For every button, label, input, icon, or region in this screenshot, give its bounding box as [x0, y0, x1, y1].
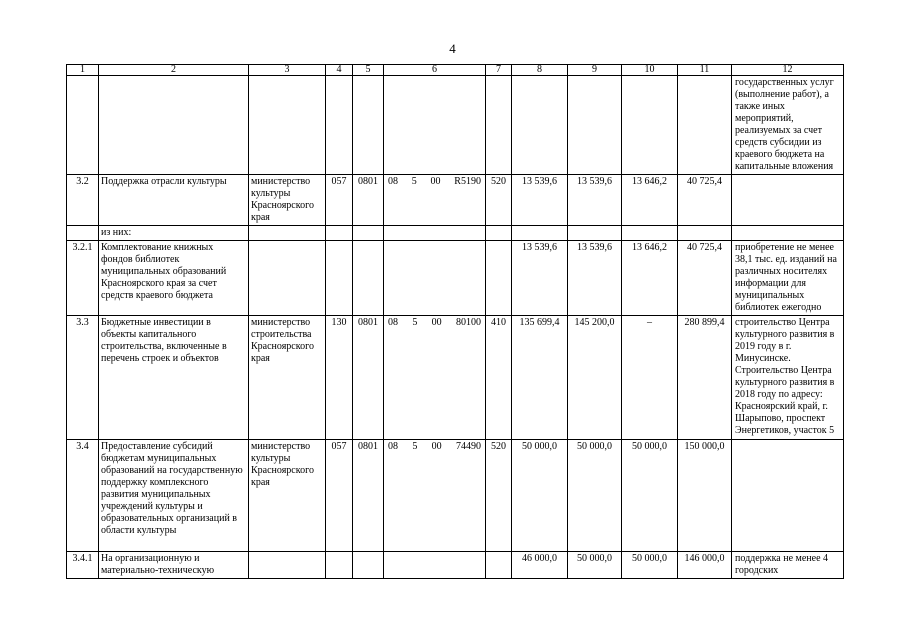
grbs-code-cell	[326, 241, 353, 316]
amount-year3-cell: –	[622, 316, 678, 440]
amount-year1-cell	[512, 226, 568, 241]
amount-year3-cell: 50 000,0	[622, 552, 678, 579]
expected-result-cell	[732, 175, 844, 226]
amount-year2-cell	[568, 76, 622, 175]
expected-result-cell: государственных услуг (выполнение работ), а также иных мероприятий, реализуемых за счет средств субсидии из краевого бюджета на капитальные вложения	[732, 76, 844, 175]
grbs-code-cell	[326, 226, 353, 241]
col-header: 4	[326, 65, 353, 76]
grbs-code-cell: 057	[326, 440, 353, 552]
amount-year2-cell: 145 200,0	[568, 316, 622, 440]
amount-total-cell	[678, 226, 732, 241]
col-header: 2	[99, 65, 249, 76]
col-header: 7	[486, 65, 512, 76]
target-article-part: 08	[388, 317, 398, 328]
grbs-code-cell	[326, 552, 353, 579]
target-article-cell	[384, 241, 486, 316]
amount-total-cell: 40 725,4	[678, 175, 732, 226]
table-row	[67, 76, 844, 175]
amount-total-cell	[678, 76, 732, 175]
section-code-cell	[353, 226, 384, 241]
expense-type-cell	[486, 76, 512, 175]
col-header: 3	[249, 65, 326, 76]
target-article-code	[386, 176, 483, 188]
target-article-part: 00	[430, 176, 441, 187]
amount-year1-cell: 13 539,6	[512, 175, 568, 226]
target-article-part: 08	[388, 176, 398, 187]
section-code-cell	[353, 76, 384, 175]
amount-year2-cell: 50 000,0	[568, 440, 622, 552]
amount-year2-cell: 13 539,6	[568, 241, 622, 316]
amount-year1-cell: 46 000,0	[512, 552, 568, 579]
col-header: 6	[384, 65, 486, 76]
amount-year2-cell: 50 000,0	[568, 552, 622, 579]
description-cell: из них:	[99, 226, 249, 241]
amount-total-cell: 146 000,0	[678, 552, 732, 579]
item-number-cell: 3.2	[67, 175, 99, 226]
target-article-cell	[384, 76, 486, 175]
item-number-cell: 3.4.1	[67, 552, 99, 579]
target-article-cell	[384, 175, 486, 226]
target-article-cell	[384, 226, 486, 241]
target-article-part: 5	[412, 441, 418, 452]
col-header: 11	[678, 65, 732, 76]
item-number-cell	[67, 226, 99, 241]
ministry-cell: министерство строительства Красноярского края	[249, 316, 326, 440]
col-header: 1	[67, 65, 99, 76]
expense-type-cell	[486, 552, 512, 579]
section-code-cell	[353, 241, 384, 316]
description-cell: Бюджетные инвестиции в объекты капитального строительства, включенные в перечень строек и объектов	[99, 316, 249, 440]
target-article-code	[386, 317, 483, 329]
col-header: 10	[622, 65, 678, 76]
expense-type-cell	[486, 241, 512, 316]
target-article-cell	[384, 552, 486, 579]
description-cell	[99, 76, 249, 175]
description-cell: Предоставление субсидий бюджетам муниципальных образований на государственную поддержку комплексного развития муниципальных учреждений культуры и образовательных организаций в области культуры	[99, 440, 249, 552]
column-number-row	[67, 65, 844, 76]
target-article-part: 5	[411, 176, 417, 187]
expected-result-cell: поддержка не менее 4 городских	[732, 552, 844, 579]
section-code-cell: 0801	[353, 175, 384, 226]
grbs-code-cell: 130	[326, 316, 353, 440]
page-number: 4	[449, 41, 456, 56]
expense-type-cell	[486, 226, 512, 241]
table-row	[67, 175, 844, 226]
table-row	[67, 241, 844, 316]
table-row	[67, 552, 844, 579]
item-number-cell: 3.3	[67, 316, 99, 440]
expense-type-cell: 520	[486, 440, 512, 552]
table-row	[67, 316, 844, 440]
expense-type-cell: 410	[486, 316, 512, 440]
expected-result-cell	[732, 440, 844, 552]
amount-total-cell: 280 899,4	[678, 316, 732, 440]
ministry-cell	[249, 76, 326, 175]
table-row	[67, 226, 844, 241]
section-code-cell	[353, 552, 384, 579]
target-article-part: 80100	[455, 317, 481, 328]
expected-result-cell: строительство Центра культурного развития в 2019 году в г. Минусинске. Строительство Центра культурного развития в 2018 году по адресу: Красноярский край, г. Шарыпово, проспект Энергетиков, участок 5	[732, 316, 844, 440]
target-article-cell	[384, 316, 486, 440]
ministry-cell: министерство культуры Красноярского края	[249, 440, 326, 552]
item-number-cell	[67, 76, 99, 175]
item-number-cell: 3.2.1	[67, 241, 99, 316]
target-article-cell	[384, 440, 486, 552]
amount-year3-cell: 50 000,0	[622, 440, 678, 552]
section-code-cell: 0801	[353, 440, 384, 552]
amount-total-cell: 40 725,4	[678, 241, 732, 316]
expected-result-cell: приобретение не менее 38,1 тыс. ед. изданий на различных носителях информации для муниципальных библиотек ежегодно	[732, 241, 844, 316]
col-header: 9	[568, 65, 622, 76]
amount-year3-cell	[622, 76, 678, 175]
description-cell: Поддержка отрасли культуры	[99, 175, 249, 226]
description-cell: На организационную и материально-техническую	[99, 552, 249, 579]
table-row	[67, 440, 844, 552]
expected-result-cell	[732, 226, 844, 241]
amount-year3-cell: 13 646,2	[622, 241, 678, 316]
ministry-cell	[249, 552, 326, 579]
item-number-cell: 3.4	[67, 440, 99, 552]
grbs-code-cell: 057	[326, 175, 353, 226]
amount-year2-cell: 13 539,6	[568, 175, 622, 226]
program-table	[66, 64, 844, 579]
amount-year1-cell: 135 699,4	[512, 316, 568, 440]
target-article-part: R5190	[454, 176, 481, 187]
amount-total-cell: 150 000,0	[678, 440, 732, 552]
col-header: 5	[353, 65, 384, 76]
description-cell: Комплектование книжных фондов библиотек муниципальных образований Красноярского края за счет средств краевого бюджета	[99, 241, 249, 316]
section-code-cell: 0801	[353, 316, 384, 440]
target-article-part: 00	[431, 441, 442, 452]
amount-year3-cell: 13 646,2	[622, 175, 678, 226]
amount-year2-cell	[568, 226, 622, 241]
ministry-cell	[249, 226, 326, 241]
target-article-part: 74490	[455, 441, 481, 452]
expense-type-cell: 520	[486, 175, 512, 226]
ministry-cell: министерство культуры Красноярского края	[249, 175, 326, 226]
target-article-part: 5	[412, 317, 418, 328]
target-article-part: 08	[388, 441, 398, 452]
col-header: 8	[512, 65, 568, 76]
amount-year3-cell	[622, 226, 678, 241]
amount-year1-cell	[512, 76, 568, 175]
target-article-part: 00	[431, 317, 442, 328]
target-article-code	[386, 441, 483, 453]
amount-year1-cell: 50 000,0	[512, 440, 568, 552]
col-header: 12	[732, 65, 844, 76]
ministry-cell	[249, 241, 326, 316]
grbs-code-cell	[326, 76, 353, 175]
amount-year1-cell: 13 539,6	[512, 241, 568, 316]
